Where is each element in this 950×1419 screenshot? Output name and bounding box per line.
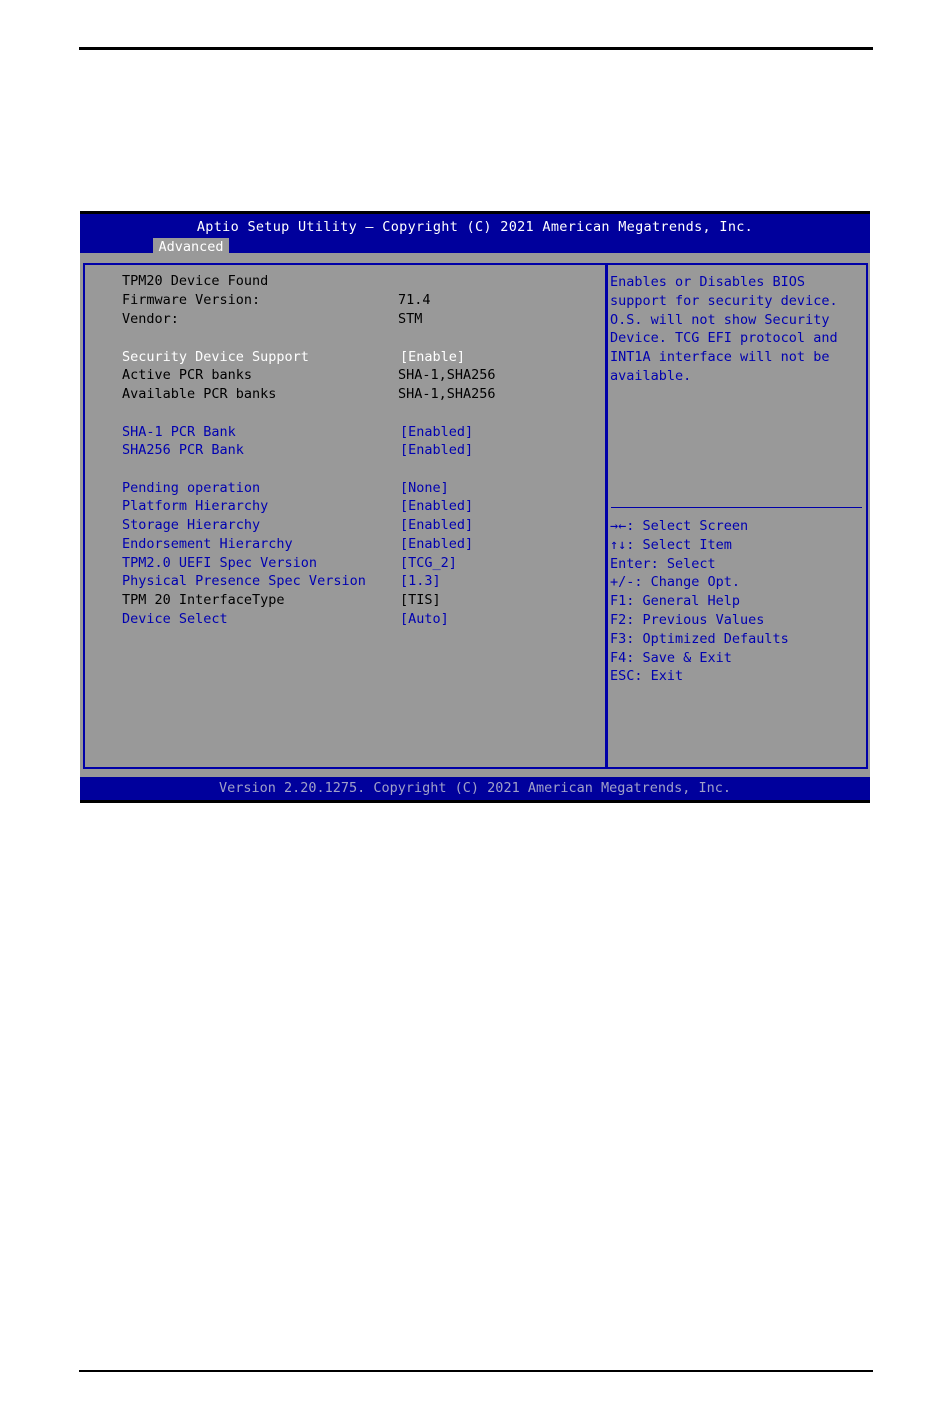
setting-value[interactable]: [Enabled]: [400, 442, 474, 458]
item-help-text: [610, 273, 860, 386]
key-enter-select: Enter: Select: [610, 555, 716, 572]
setting-label: Physical Presence Spec Version: [122, 573, 366, 589]
setting-label: Firmware Version:: [122, 292, 261, 308]
help-line: Enables or Disables BIOS: [610, 274, 806, 290]
setting-value[interactable]: [1.3]: [400, 573, 441, 589]
setting-label: Active PCR banks: [122, 367, 253, 383]
setting-label: SHA256 PCR Bank: [122, 442, 244, 458]
setting-label: Security Device Support: [122, 349, 309, 365]
page-top-rule: [79, 47, 873, 50]
setting-value[interactable]: [Enabled]: [400, 536, 474, 552]
setting-value[interactable]: [Enabled]: [400, 498, 474, 514]
setting-value[interactable]: [None]: [400, 480, 449, 496]
setting-label: TPM2.0 UEFI Spec Version: [122, 555, 318, 571]
version-text: Version 2.20.1275. Copyright (C) 2021 American Megatrends, Inc.: [218, 780, 732, 796]
setting-value[interactable]: [Enabled]: [400, 424, 474, 440]
help-line: support for security device.: [610, 292, 838, 309]
setting-label: Vendor:: [122, 311, 179, 327]
help-line: Device. TCG EFI protocol and: [610, 330, 838, 347]
setting-label: Pending operation: [122, 480, 261, 496]
help-line: O.S. will not show Security: [610, 311, 830, 328]
setting-value[interactable]: [Enabled]: [400, 517, 474, 533]
setting-value[interactable]: [Auto]: [400, 611, 449, 627]
setting-value: 71.4: [398, 292, 431, 308]
setting-label: Device Select: [122, 611, 228, 627]
help-divider: [611, 507, 862, 508]
key-change-opt: +/-: Change Opt.: [610, 574, 741, 591]
tab-advanced[interactable]: Advanced: [153, 238, 229, 256]
setting-value[interactable]: [Enable]: [400, 349, 466, 365]
setting-label: TPM20 Device Found: [122, 273, 269, 289]
setting-label: SHA-1 PCR Bank: [122, 424, 236, 440]
setting-value: SHA-1,SHA256: [398, 367, 496, 383]
settings-panel: [83, 263, 608, 769]
key-optimized-defaults: F3: Optimized Defaults: [610, 630, 789, 647]
setting-value: SHA-1,SHA256: [398, 386, 496, 402]
key-previous-values: F2: Previous Values: [610, 611, 765, 628]
key-select-screen: →←: Select Screen: [610, 518, 749, 534]
help-panel: [605, 263, 868, 769]
setting-value: [TIS]: [400, 592, 441, 608]
key-save-exit: F4: Save & Exit: [610, 649, 732, 666]
key-select-item: ↑↓: Select Item: [610, 536, 732, 553]
setting-label: Storage Hierarchy: [122, 517, 261, 533]
setting-label: Available PCR banks: [122, 386, 277, 402]
setting-label: TPM 20 InterfaceType: [122, 592, 285, 608]
setting-value[interactable]: [TCG_2]: [400, 555, 457, 571]
bios-setup-screen: [80, 211, 870, 803]
key-general-help: F1: General Help: [610, 593, 741, 610]
status-bar: [80, 777, 870, 803]
key-exit: ESC: Exit: [610, 668, 684, 685]
setting-label: Endorsement Hierarchy: [122, 536, 293, 552]
title-bar: [80, 211, 870, 253]
setting-value: STM: [398, 311, 423, 327]
setting-label: Platform Hierarchy: [122, 498, 269, 514]
utility-title: Aptio Setup Utility – Copyright (C) 2021 American Megatrends, Inc.: [196, 219, 754, 235]
help-line: available.: [610, 367, 692, 384]
key-legend: [610, 517, 789, 686]
help-line: INT1A interface will not be: [610, 349, 830, 366]
page-bottom-rule: [79, 1370, 873, 1372]
